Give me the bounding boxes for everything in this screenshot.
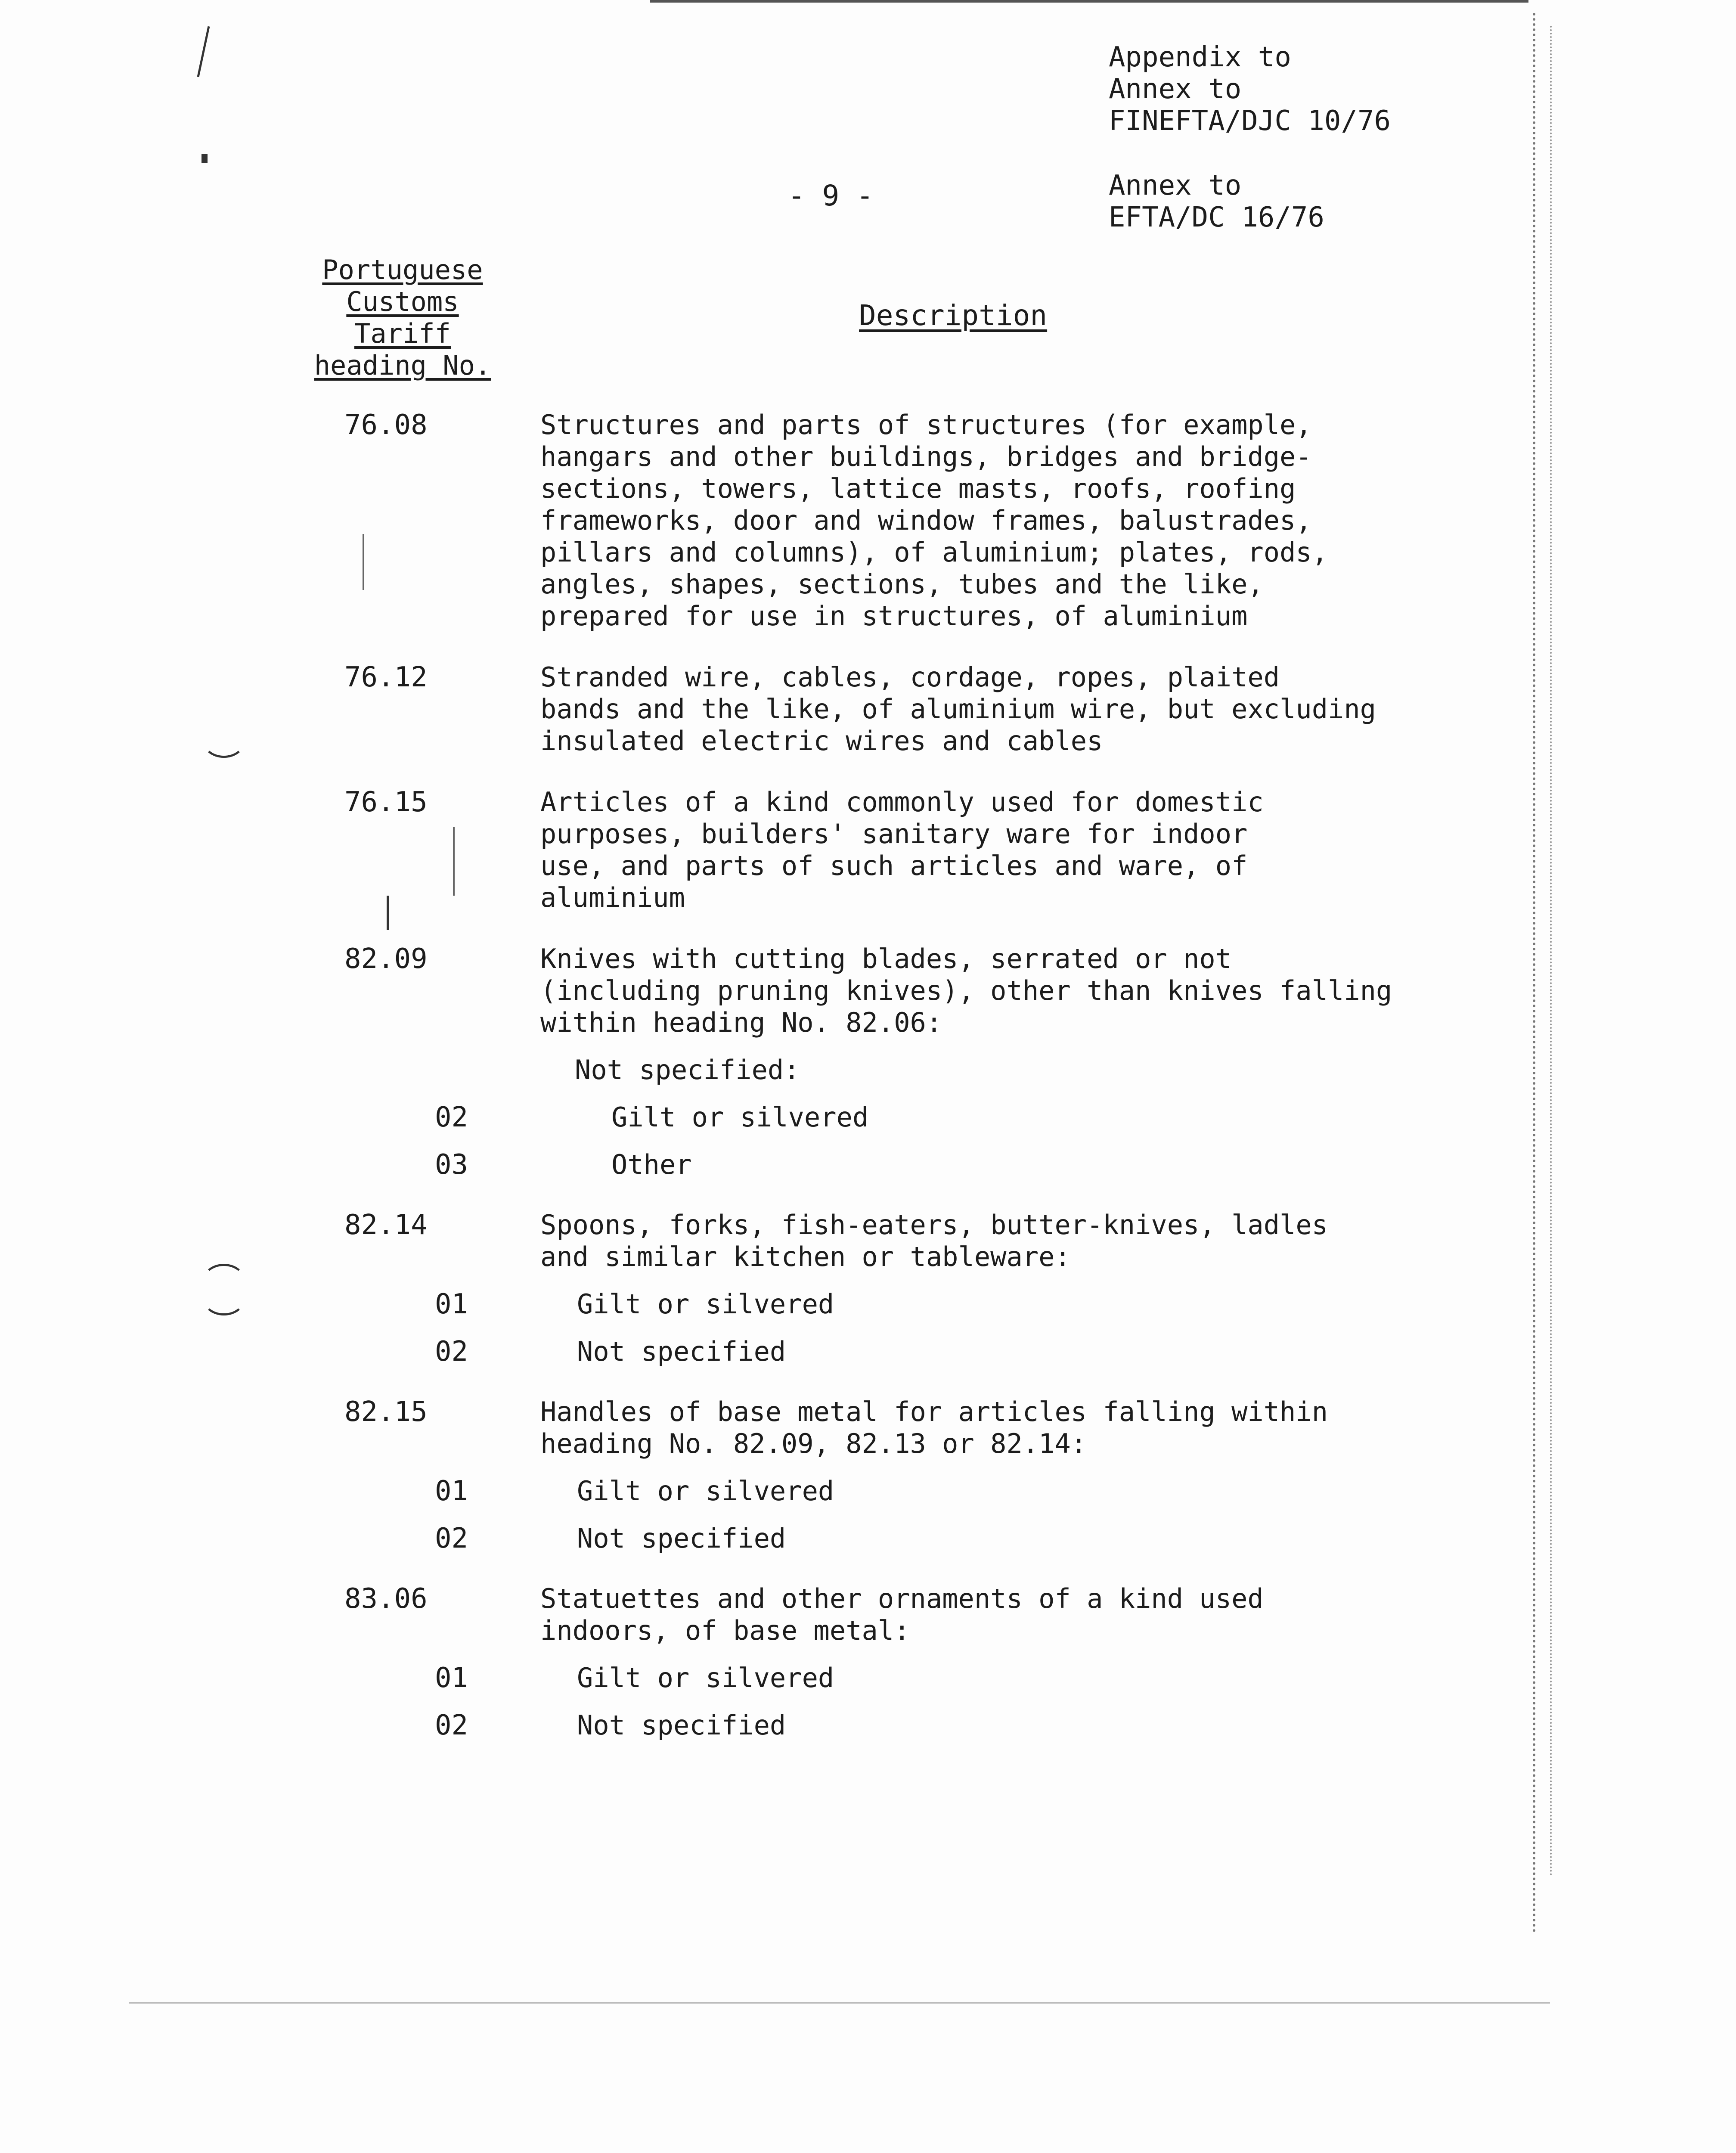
subheading-text: Not specified (577, 1523, 786, 1554)
column-header-line: Tariff (354, 318, 451, 349)
heading-code-83-06: 83.06 (344, 1583, 428, 1615)
description-line: Stranded wire, cables, cordage, ropes, plaited (540, 661, 1280, 693)
reference-line-annex: Annex to (1109, 73, 1242, 105)
heading-code-76-08: 76.08 (344, 409, 428, 441)
column-header-description: Description (859, 299, 1048, 332)
heading-code-82-09: 82.09 (344, 943, 428, 975)
description-line: purposes, builders' sanitary ware for indoor (540, 818, 1248, 850)
description-line: frameworks, door and window frames, balustrades, (540, 505, 1312, 536)
subheading-label: Not specified: (575, 1054, 800, 1086)
scan-right-edge (1533, 13, 1535, 1933)
scan-bottom-line (129, 2002, 1550, 2004)
scan-mark (202, 154, 208, 163)
description-line: Knives with cutting blades, serrated or not (540, 943, 1232, 974)
subheading-code: 02 (435, 1709, 468, 1741)
description-line: sections, towers, lattice masts, roofs, roofing (540, 473, 1296, 504)
page-number: - 9 - (788, 179, 874, 212)
heading-code-82-15: 82.15 (344, 1396, 428, 1428)
subheading-code: 02 (435, 1336, 468, 1368)
subheading-text: Gilt or silvered (577, 1662, 834, 1694)
subheading-code: 01 (435, 1288, 468, 1320)
subheading-code: 02 (435, 1523, 468, 1554)
subheading-text: Gilt or silvered (577, 1475, 834, 1507)
description-line: indoors, of base metal: (540, 1615, 910, 1646)
scan-mark (453, 827, 455, 896)
scan-right-edge-inner (1550, 26, 1552, 1877)
subheading-text: Gilt or silvered (611, 1101, 869, 1133)
subheading-code: 02 (435, 1101, 468, 1133)
scan-mark (197, 26, 210, 77)
description-line: (including pruning knives), other than knives falling (540, 975, 1392, 1006)
scan-mark (363, 534, 364, 590)
description-line: prepared for use in structures, of aluminium (540, 600, 1248, 632)
description-line: within heading No. 82.06: (540, 1007, 942, 1038)
description-line: aluminium (540, 882, 685, 913)
column-header-tariff-heading (301, 254, 504, 382)
description-line: Statuettes and other ornaments of a kind used (540, 1583, 1264, 1614)
subheading-text: Other (611, 1149, 692, 1180)
reference-line-appendix: Appendix to (1109, 41, 1291, 73)
description-line: insulated electric wires and cables (540, 725, 1103, 757)
scan-mark (387, 896, 389, 930)
scan-arc (202, 1281, 245, 1315)
description-line: Handles of base metal for articles falling within (540, 1396, 1328, 1427)
subheading-code: 01 (435, 1662, 468, 1694)
subheading-text: Gilt or silvered (577, 1288, 834, 1320)
subheading-text: Not specified (577, 1336, 786, 1367)
column-header-line: Portuguese (322, 254, 483, 285)
description-line: Spoons, forks, fish-eaters, butter-knives, ladles (540, 1209, 1328, 1241)
scan-top-rule (650, 0, 1528, 3)
description-line: hangars and other buildings, bridges and bridge- (540, 441, 1312, 472)
column-header-line: Customs (346, 286, 459, 317)
reference-line-efta: EFTA/DC 16/76 (1109, 202, 1324, 233)
reference-line-annex-2: Annex to (1109, 170, 1242, 202)
description-line: Articles of a kind commonly used for domestic (540, 786, 1264, 818)
scan-arc (202, 723, 245, 758)
column-header-line: heading No. (314, 350, 491, 381)
reference-line-finefta: FINEFTA/DJC 10/76 (1109, 105, 1391, 137)
heading-code-76-12: 76.12 (344, 661, 428, 693)
description-line: Structures and parts of structures (for example, (540, 409, 1312, 441)
description-line: bands and the like, of aluminium wire, but excluding (540, 693, 1376, 725)
description-line: pillars and columns), of aluminium; plates, rods, (540, 537, 1328, 568)
heading-code-82-14: 82.14 (344, 1209, 428, 1241)
subheading-text: Not specified (577, 1709, 786, 1741)
description-line: angles, shapes, sections, tubes and the like, (540, 568, 1264, 600)
description-line: heading No. 82.09, 82.13 or 82.14: (540, 1428, 1087, 1459)
heading-code-76-15: 76.15 (344, 786, 428, 818)
description-line: and similar kitchen or tableware: (540, 1241, 1071, 1272)
subheading-code: 01 (435, 1475, 468, 1507)
description-line: use, and parts of such articles and ware, of (540, 850, 1248, 881)
subheading-code: 03 (435, 1149, 468, 1181)
